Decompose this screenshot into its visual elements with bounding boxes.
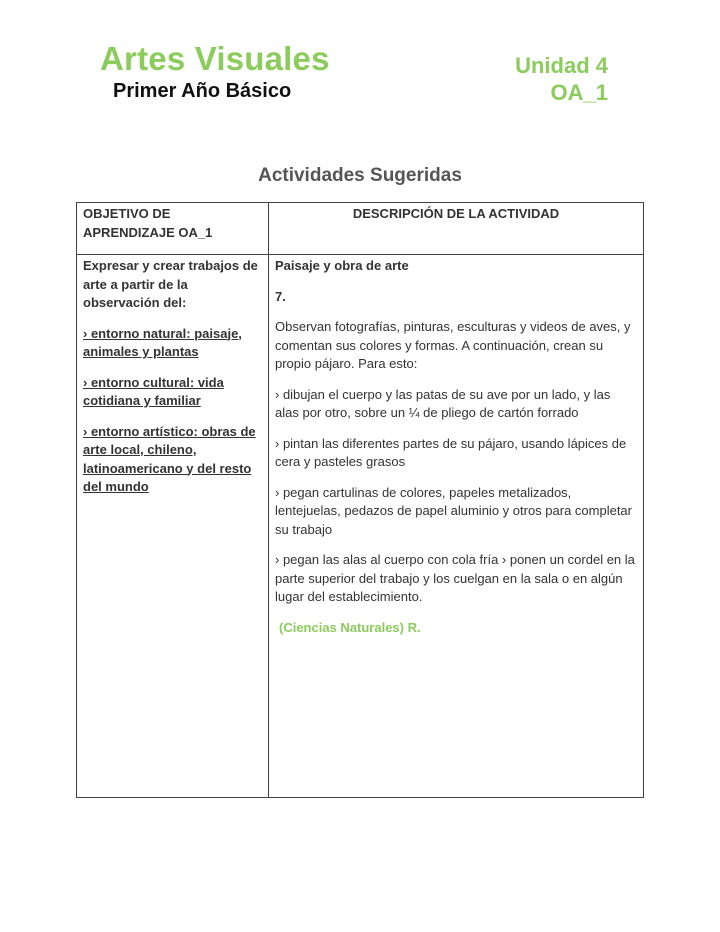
page-title: Artes Visuales <box>100 40 330 77</box>
objective-item-artistic: › entorno artístico: obras de arte local, chileno, latinoamericano y del resto del mundo <box>83 423 256 494</box>
cross-reference: (Ciencias Naturales) R. <box>279 619 421 635</box>
objective-item-cultural: › entorno cultural: vida cotidiana y familiar <box>83 374 224 408</box>
description-cell <box>269 255 644 798</box>
activity-step: › pegan las alas al cuerpo con cola fría › ponen un cordel en la parte superior del trabajo y los cuelgan en la sala o en algún lugar del establecimiento. <box>275 552 635 604</box>
oa-label: OA_1 <box>550 80 608 105</box>
objective-item-natural: › entorno natural: paisaje, animales y plantas <box>83 325 242 359</box>
objective-cell <box>77 255 269 798</box>
activity-step: › pegan cartulinas de colores, papeles metalizados, lentejuelas, pedazos de papel aluminio y otros para completar su trabajo <box>275 484 632 537</box>
table-header-row <box>77 203 644 255</box>
grade-subtitle: Primer Año Básico <box>113 80 292 102</box>
objective-intro: Expresar y crear trabajos de arte a partir de la observación del: <box>83 258 258 310</box>
header-objective: OBJETIVO DE APRENDIZAJE OA_1 <box>77 203 269 255</box>
table-row <box>77 255 644 798</box>
activity-intro: Observan fotografías, pinturas, esculturas y videos de aves, y comentan sus colores y formas. A continuación, crean su propio pájaro. Para esto: <box>275 319 631 371</box>
activity-step: › pintan las diferentes partes de su pájaro, usando lápices de cera y pasteles grasos <box>275 435 627 469</box>
header-description: DESCRIPCIÓN DE LA ACTIVIDAD <box>269 203 644 255</box>
activity-number: 7. <box>275 288 286 304</box>
section-title: Actividades Sugeridas <box>258 165 462 186</box>
activities-table <box>76 202 644 798</box>
activity-step: › dibujan el cuerpo y las patas de su ave por un lado, y las alas por otro, sobre un ¼ de pliego de cartón forrado <box>275 386 611 420</box>
unit-label: Unidad 4 <box>515 53 608 78</box>
activity-heading: Paisaje y obra de arte <box>275 258 409 273</box>
